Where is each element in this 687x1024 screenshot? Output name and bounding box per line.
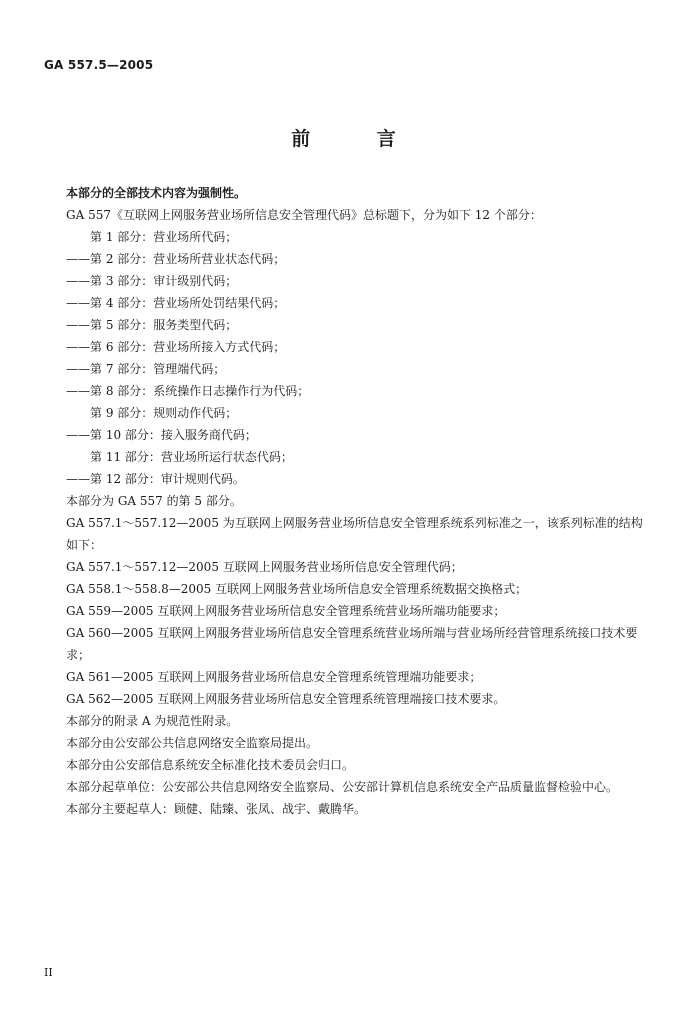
series-item-ga558: GA 558.1～558.8—2005 互联网上网服务营业场所信息安全管理系统数据交换格式；	[66, 582, 528, 596]
series-item-ga557: GA 557.1～557.12—2005 互联网上网服务营业场所信息安全管理代码；	[66, 560, 463, 574]
series-item-ga560: GA 560—2005 互联网上网服务营业场所信息安全管理系统营业场所端与营业场所经营管理系统接口技术要求；	[66, 626, 638, 662]
list-item-part-1: 第 1 部分：营业场所代码；	[90, 230, 238, 244]
paragraph-parts-intro: GA 557《互联网上网服务营业场所信息安全管理代码》总标题下，分为如下 12 个部分：	[66, 208, 542, 222]
list-item-part-5: ——第 5 部分：服务类型代码；	[66, 318, 238, 332]
page-number: II	[44, 966, 53, 979]
paragraph-administrator: 本部分由公安部信息系统安全标准化技术委员会归口。	[66, 758, 355, 772]
list-item-part-2: ——第 2 部分：营业场所营业状态代码；	[66, 252, 286, 266]
list-item-part-7: ——第 7 部分：管理端代码；	[66, 362, 226, 376]
series-item-ga561: GA 561—2005 互联网上网服务营业场所信息安全管理系统管理端功能要求；	[66, 670, 482, 684]
list-item-part-8: ——第 8 部分：系统操作日志操作行为代码；	[66, 384, 310, 398]
list-item-part-3: ——第 3 部分：审计级别代码；	[66, 274, 238, 288]
paragraph-annex: 本部分的附录 A 为规范性附录。	[66, 714, 239, 728]
series-item-ga559: GA 559—2005 互联网上网服务营业场所信息安全管理系统营业场所端功能要求；	[66, 604, 506, 618]
paragraph-drafters: 本部分主要起草人：顾健、陆臻、张凤、战宇、戴腾华。	[66, 802, 367, 816]
paragraph-series-intro: GA 557.1～557.12—2005 为互联网上网服务营业场所信息安全管理系统系列标准之一，该系列标准的结构如下：	[66, 516, 643, 552]
paragraph-drafting-units: 本部分起草单位：公安部公共信息网络安全监察局、公安部计算机信息系统安全产品质量监督检验中心。	[66, 780, 619, 794]
paragraph-part-statement: 本部分为 GA 557 的第 5 部分。	[66, 494, 242, 508]
list-item-part-12: ——第 12 部分：审计规则代码。	[66, 472, 245, 486]
paragraph-mandatory-statement: 本部分的全部技术内容为强制性。	[66, 186, 247, 200]
list-item-part-4: ——第 4 部分：营业场所处罚结果代码；	[66, 296, 286, 310]
standard-code: GA 557.5—2005	[44, 58, 154, 72]
series-item-ga562: GA 562—2005 互联网上网服务营业场所信息安全管理系统管理端接口技术要求。	[66, 692, 506, 706]
list-item-part-6: ——第 6 部分：营业场所接入方式代码；	[66, 340, 286, 354]
paragraph-proposer: 本部分由公安部公共信息网络安全监察局提出。	[66, 736, 319, 750]
list-item-part-11: 第 11 部分：营业场所运行状态代码；	[90, 450, 293, 464]
page-title: 前 言	[291, 128, 426, 150]
foreword-body	[42, 182, 648, 820]
list-item-part-9: 第 9 部分：规则动作代码；	[90, 406, 238, 420]
list-item-part-10: ——第 10 部分：接入服务商代码；	[66, 428, 257, 442]
